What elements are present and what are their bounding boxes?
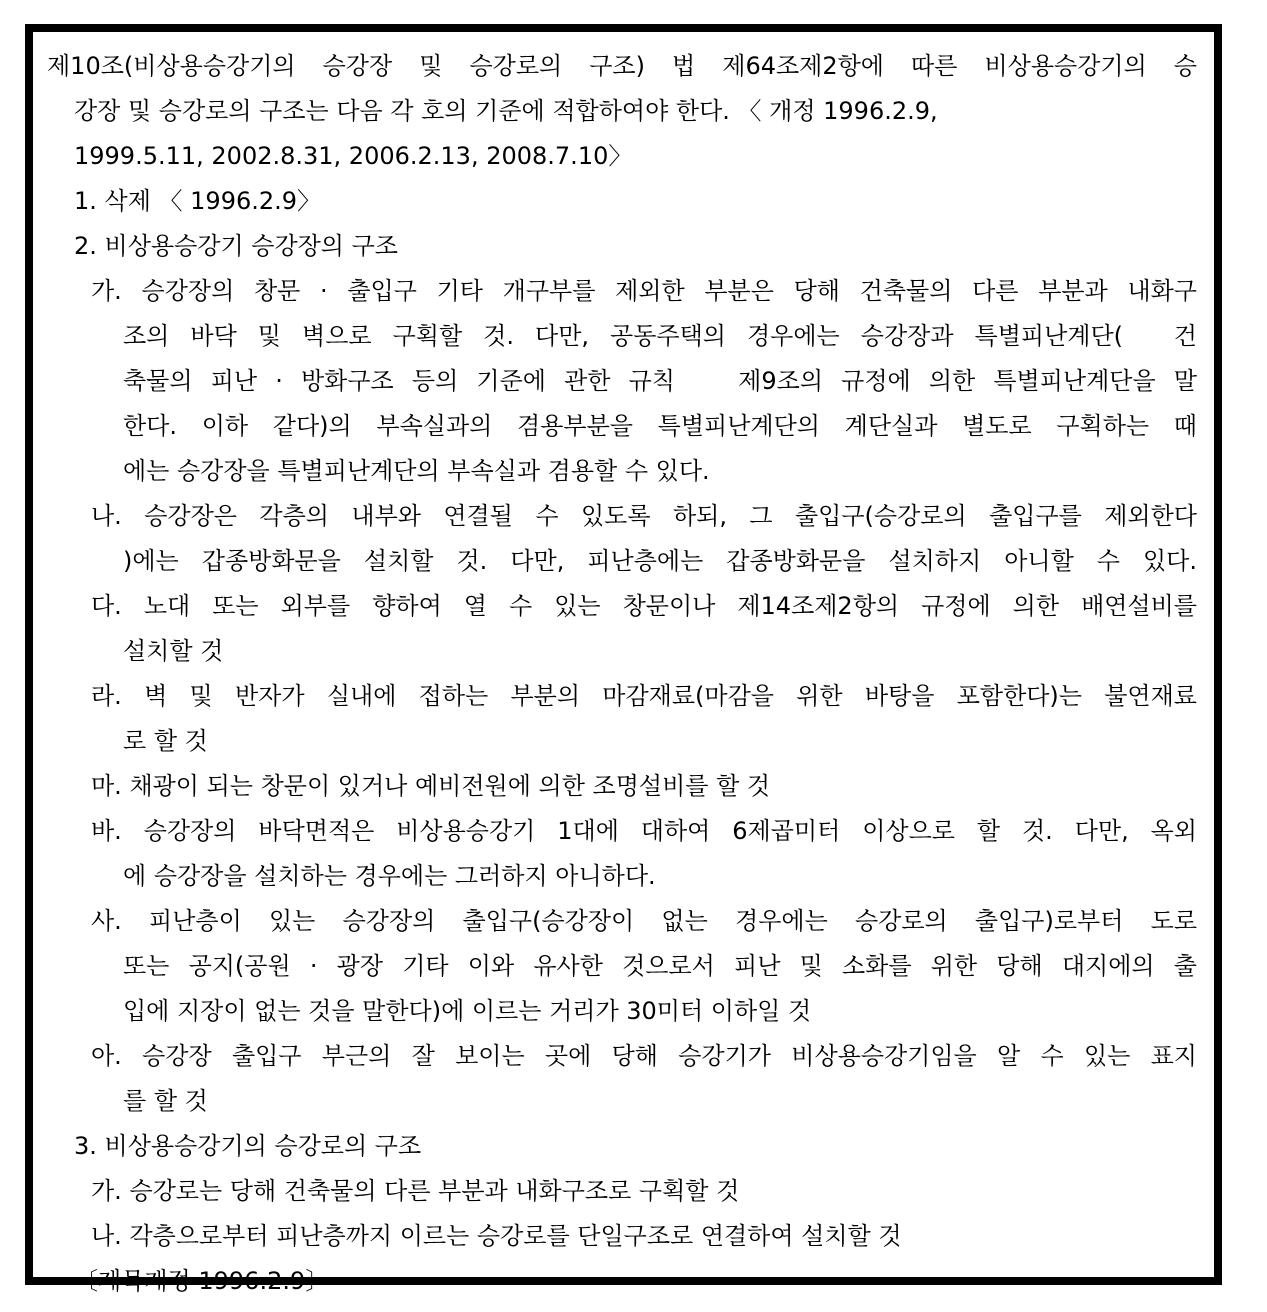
text-line: 에는 승강장을 특별피난계단의 부속실과 겸용할 수 있다. [123, 457, 710, 485]
text-line: 에 승강장을 설치하는 경우에는 그러하지 아니하다. [123, 862, 656, 890]
text-line: 아. 승강장 출입구 부근의 잘 보이는 곳에 당해 승강기가 비상용승강기임을 알 수 있는 표지 [91, 1042, 1197, 1070]
text-line: 라. 벽 및 반자가 실내에 접하는 부분의 마감재료(마감을 위한 바탕을 포함한다)는 불연재료 [91, 682, 1197, 710]
text-line: 입에 지장이 없는 것을 말한다)에 이르는 거리가 30미터 이하일 것 [123, 997, 812, 1025]
text-line: 축물의 피난 · 방화구조 등의 기준에 관한 규칙 제9조의 규정에 의한 특별피난계단을 말 [123, 367, 1197, 395]
text-line: 바. 승강장의 바닥면적은 비상용승강기 1대에 대하여 6제곱미터 이상으로 할 것. 다만, 옥외 [91, 817, 1197, 845]
article-title-line: 제10조(비상용승강기의 승강장 및 승강로의 구조) 법 제64조제2항에 따른 비상용승강기의 승 [47, 52, 1197, 80]
document-frame [25, 24, 1222, 1295]
text-line: 사. 피난층이 있는 승강장의 출입구(승강장이 없는 경우에는 승강로의 출입구)로부터 도로 [91, 907, 1197, 935]
article-text [33, 44, 1214, 1295]
text-line: 강장 및 승강로의 구조는 다음 각 호의 기준에 적합하여야 한다. 〈 개정 1996.2.9, [74, 97, 938, 125]
text-line: 또는 공지(공원 · 광장 기타 이와 유사한 것으로서 피난 및 소화를 위한 당해 대지에의 출 [123, 952, 1197, 980]
text-line: 2. 비상용승강기 승강장의 구조 [74, 232, 398, 260]
text-line: 다. 노대 또는 외부를 향하여 열 수 있는 창문이나 제14조제2항의 규정에 의한 배연설비를 [91, 592, 1197, 620]
text-line: 로 할 것 [123, 727, 208, 755]
text-line: 설치할 것 [123, 637, 224, 665]
text-line: )에는 갑종방화문을 설치할 것. 다만, 피난층에는 갑종방화문을 설치하지 아니할 수 있다. [123, 547, 1197, 575]
text-line: 1999.5.11, 2002.8.31, 2006.2.13, 2008.7.10〉 [74, 142, 633, 170]
text-line: 조의 바닥 및 벽으로 구획할 것. 다만, 공동주택의 경우에는 승강장과 특별피난계단( 건 [123, 322, 1197, 350]
text-line: 를 할 것 [123, 1087, 208, 1115]
text-line: 마. 채광이 되는 창문이 있거나 예비전원에 의한 조명설비를 할 것 [91, 772, 771, 800]
text-line: 1. 삭제 〈 1996.2.9〉 [74, 187, 322, 215]
text-line: 나. 승강장은 각층의 내부와 연결될 수 있도록 하되, 그 출입구(승강로의 출입구를 제외한다 [91, 502, 1197, 530]
text-line: 가. 승강로는 당해 건축물의 다른 부분과 내화구조로 구획할 것 [91, 1177, 740, 1205]
text-line: 3. 비상용승강기의 승강로의 구조 [74, 1132, 422, 1160]
text-line: 가. 승강장의 창문 · 출입구 기타 개구부를 제외한 부분은 당해 건축물의 다른 부분과 내화구 [91, 277, 1197, 305]
text-line: 한다. 이하 같다)의 부속실과의 겸용부분을 특별피난계단의 계단실과 별도로 구획하는 때 [123, 412, 1197, 440]
text-line: 나. 각층으로부터 피난층까지 이르는 승강로를 단일구조로 연결하여 설치할 것 [91, 1222, 902, 1250]
text-line: 〔제목개정 1996.2.9〕 [74, 1267, 330, 1295]
